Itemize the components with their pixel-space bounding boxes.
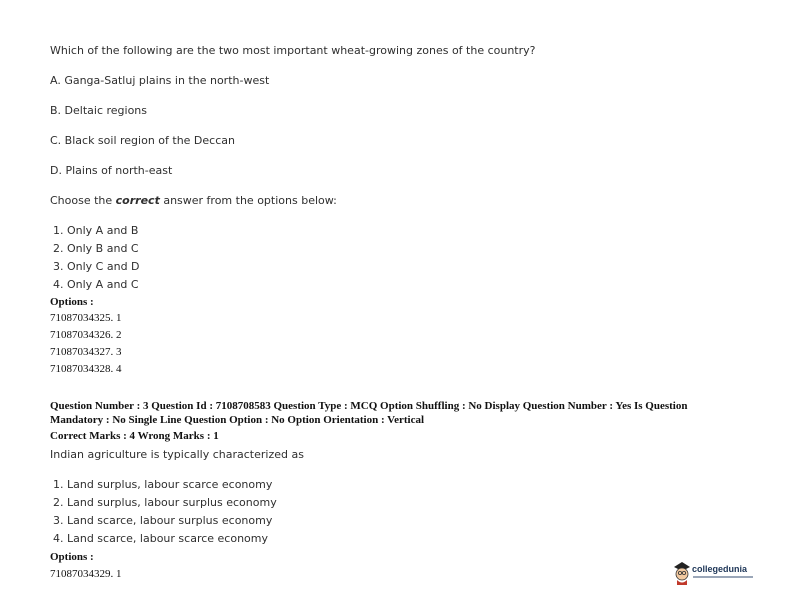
q2-marks: Correct Marks : 4 Wrong Marks : 1	[50, 430, 219, 442]
q1-statement-d: D. Plains of north-east	[50, 164, 173, 177]
q2-option-id-1: 71087034329. 1	[50, 568, 122, 580]
q1-statement-b: B. Deltaic regions	[50, 104, 148, 117]
q2-meta-line-2: Mandatory : No Single Line Question Option : No Option Orientation : Vertical	[50, 414, 425, 426]
q2-options-label: Options :	[50, 551, 94, 563]
collegedunia-logo	[672, 561, 756, 585]
q1-answer-3: 3. Only C and D	[53, 260, 140, 273]
q1-answer-2: 2. Only B and C	[53, 242, 139, 255]
q1-option-id-2: 71087034326. 2	[50, 329, 122, 341]
q1-answer-4: 4. Only A and C	[53, 278, 139, 291]
q1-option-id-4: 71087034328. 4	[50, 363, 122, 375]
q2-answer-4: 4. Land scarce, labour scarce economy	[53, 532, 269, 545]
q1-statement-c: C. Black soil region of the Deccan	[50, 134, 235, 147]
q2-answer-2: 2. Land surplus, labour surplus economy	[53, 496, 277, 509]
mascot-icon	[672, 561, 692, 585]
instruction-prefix: Choose the	[50, 194, 116, 207]
q2-meta-line-1: Question Number : 3 Question Id : 7108708583 Question Type : MCQ Option Shuffling : No Display Question Number : Yes Is Question	[50, 400, 688, 412]
instruction-suffix: answer from the options below:	[159, 194, 337, 207]
q1-answer-1: 1. Only A and B	[53, 224, 139, 237]
q1-option-id-1: 71087034325. 1	[50, 312, 122, 324]
logo-text: collegedunia	[692, 564, 748, 574]
q1-option-id-3: 71087034327. 3	[50, 346, 122, 358]
q1-options-label: Options :	[50, 296, 94, 308]
q1-statement-a: A. Ganga-Satluj plains in the north-west	[50, 74, 270, 87]
logo-tagline	[693, 576, 753, 578]
q2-answer-3: 3. Land scarce, labour surplus economy	[53, 514, 273, 527]
q1-question: Which of the following are the two most important wheat-growing zones of the country?	[50, 44, 536, 57]
q1-instruction	[50, 194, 337, 207]
q2-answer-1: 1. Land surplus, labour scarce economy	[53, 478, 273, 491]
q2-question: Indian agriculture is typically characterized as	[50, 448, 304, 461]
instruction-emphasis: correct	[115, 194, 160, 207]
